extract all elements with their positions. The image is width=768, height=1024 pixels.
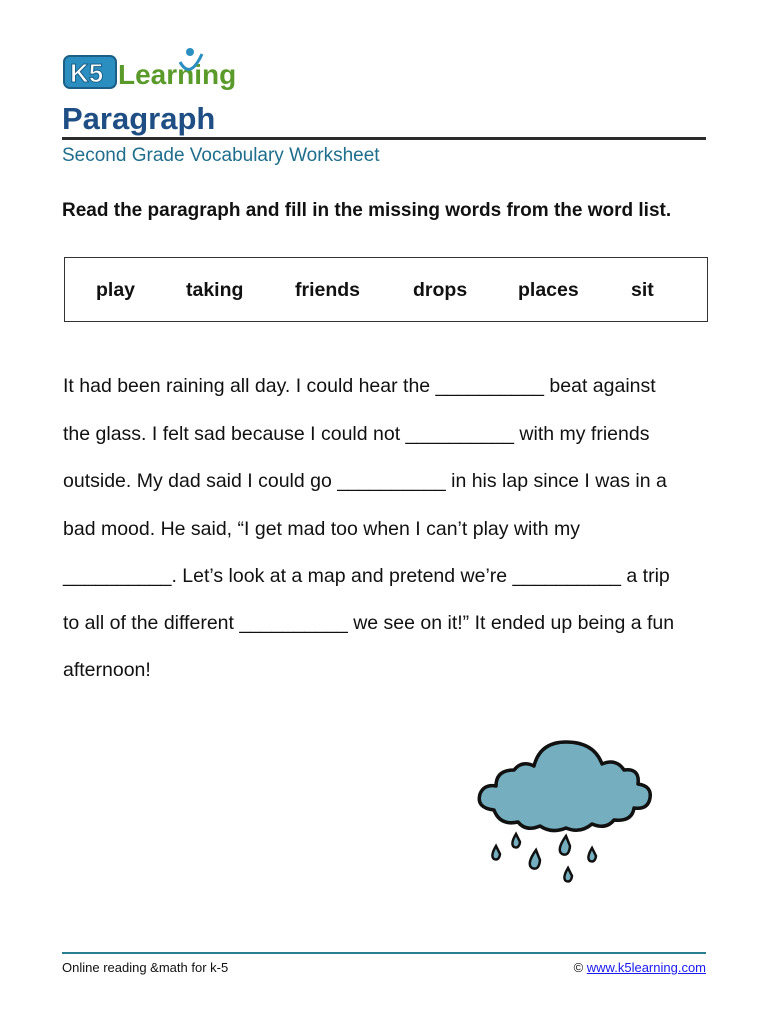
website-link[interactable]: www.k5learning.com: [586, 960, 706, 975]
rain-cloud-icon: [474, 738, 656, 888]
paragraph-line: outside. My dad said I could go __________ in his lap since I was in a: [63, 470, 667, 492]
word-list-item: play: [96, 279, 136, 301]
word-list-item: sit: [631, 279, 654, 301]
subtitle: Second Grade Vocabulary Worksheet: [62, 145, 380, 166]
paragraph-line: __________. Let’s look at a map and pretend we’re __________ a trip: [63, 565, 670, 587]
footer-copyright: [574, 960, 706, 975]
paragraph-line: It had been raining all day. I could hear the __________ beat against: [63, 375, 656, 397]
paragraph-line: bad mood. He said, “I get mad too when I can’t play with my: [63, 518, 581, 540]
instructions: Read the paragraph and fill in the missing words from the word list.: [62, 200, 672, 221]
title-divider: [62, 137, 706, 140]
word-list-item: friends: [295, 279, 361, 301]
page-title: Paragraph: [62, 101, 216, 136]
paragraph-line: to all of the different __________ we see on it!” It ended up being a fun: [63, 612, 675, 634]
word-list-box: [64, 257, 708, 322]
paragraph-line: afternoon!: [63, 659, 151, 681]
word-list-item: places: [518, 279, 579, 301]
copyright-symbol: ©: [573, 960, 584, 975]
word-list-item: drops: [413, 279, 468, 301]
footer-divider: [62, 952, 706, 954]
k5-learning-logo: [62, 40, 247, 92]
svg-text:Learning: Learning: [118, 59, 237, 90]
svg-text:K5: K5: [70, 58, 104, 88]
footer-tagline: Online reading &math for k-5: [62, 960, 229, 975]
word-list-item: taking: [186, 279, 244, 301]
paragraph-line: the glass. I felt sad because I could not __________ with my friends: [63, 423, 650, 445]
